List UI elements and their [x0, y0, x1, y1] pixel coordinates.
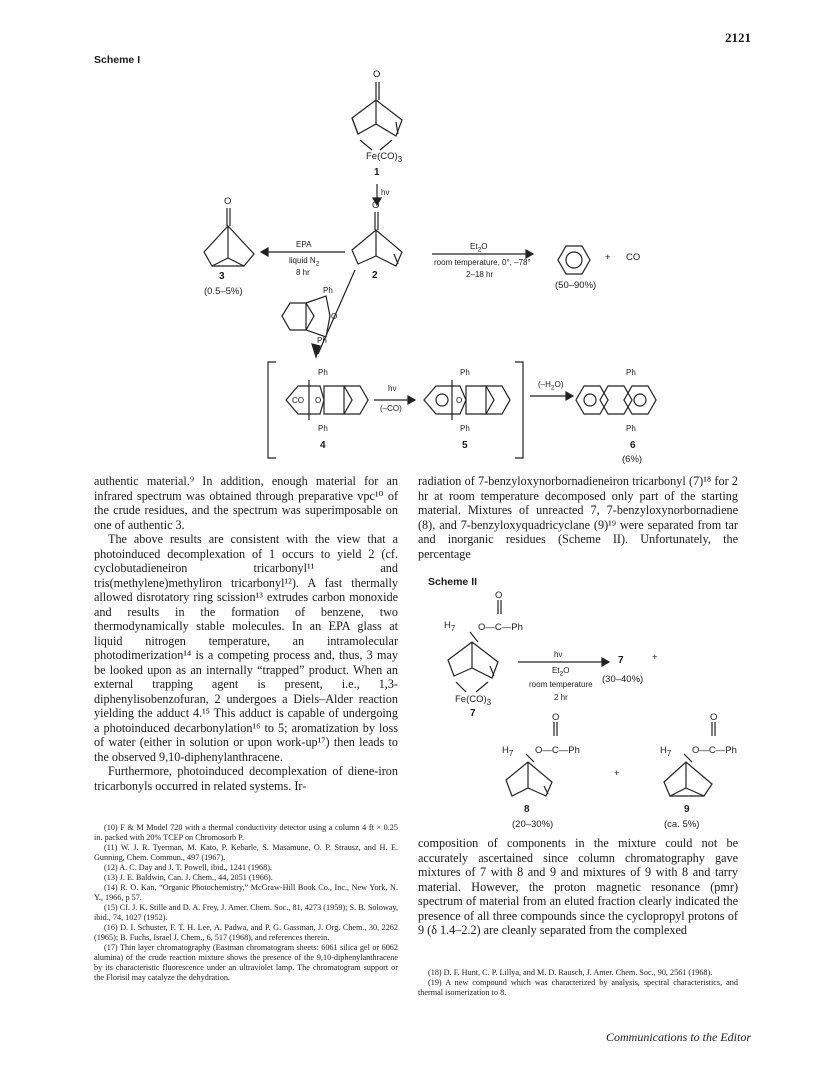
c9-oxygen: O — [710, 712, 718, 723]
plus-sign-2: + — [614, 768, 620, 779]
arrow45-co: (–CO) — [380, 404, 402, 413]
product-7-yield: (30–40%) — [602, 674, 644, 685]
co-label: CO — [626, 252, 641, 263]
et2o-time-label: 2–18 hr — [466, 270, 494, 279]
c4-ph-bottom: Ph — [318, 424, 328, 433]
compound-9-structure — [664, 754, 712, 796]
benzene-yield: (50–90%) — [555, 280, 597, 291]
footnote-10: (10) F & M Model 720 with a thermal conductivity detector using a column 4 ft × 0.25 in. packed with 20% TCEP on Chromosorb P. — [94, 823, 398, 842]
arrow56-label: $(-H_2O)$ — [538, 380, 564, 392]
room-temp-label: room temperature, 0°, –78° — [434, 258, 531, 267]
c5-ph-bottom: Ph — [460, 424, 470, 433]
scheme-2-label: Scheme II — [428, 576, 478, 588]
iso-ph-bottom: Ph — [317, 336, 327, 345]
c9-number: 9 — [684, 804, 690, 815]
c5-number: 5 — [462, 440, 468, 451]
c4-oxygen: O — [315, 396, 322, 405]
iso-ph-top: Ph — [323, 286, 333, 295]
page-number: 2121 — [725, 30, 751, 45]
c2-oxygen: O — [372, 200, 380, 211]
c4-ph-top: Ph — [318, 368, 328, 377]
right-paragraph-1: radiation of 7-benzyloxynorbornadieneiron tricarbonyl (7)¹⁸ for 2 hr at room temperature decomposed only part of the starting material. Mixtures of unreacted 7, 7-benzyloxynorbornadiene (8), and 7-benzyloxyquadricyclane (9)¹⁹ were separated from tar and inorganic residues (Scheme II). Unfortunately, the percentage — [418, 474, 738, 561]
epa-time-label: 8 hr — [296, 268, 310, 277]
compound-7-structure — [448, 632, 498, 692]
c7-oxygen: O — [495, 590, 503, 601]
liquid-n2-label: liquid $N_2$ — [289, 256, 320, 268]
compound-3-structure — [204, 208, 254, 266]
c6-ph-bottom: Ph — [626, 424, 636, 433]
footnote-16: (16) D. I. Schuster, F. T. H. Lee, A. Padwa, and P. G. Gassman, J. Org. Chem., 30, 2262 (1965); B. Fuchs, Israel J. Chem., 6, 517 (1968), and references therein. — [94, 923, 398, 942]
c9-h7: $H_7$ — [660, 745, 672, 758]
scheme-2-graphic — [0, 590, 831, 840]
footnote-18: (18) D. F. Hunt, C. P. Lillya, and M. D. Rausch, J. Amer. Chem. Soc., 90, 2561 (1968). — [428, 968, 713, 977]
c8-number: 8 — [524, 804, 530, 815]
right-column-top — [418, 474, 738, 561]
paragraph-3: Furthermore, photoinduced decomplexation of diene-iron tricarbonyls occurred in related systems. Ir- — [94, 764, 398, 793]
c3-number: 3 — [219, 271, 225, 282]
right-footnotes — [418, 968, 738, 998]
c8-yield: (20–30%) — [512, 819, 554, 830]
footnote-12: (12) A. C. Day and J. T. Powell, ibid., 1241 (1968). — [104, 863, 272, 872]
compound-6-structure — [576, 386, 656, 414]
c9-yield: (ca. 5%) — [664, 819, 700, 830]
footnote-14: (14) R. O. Kan, “Organic Photochemistry,” McGraw-Hill Book Co., Inc., New York, N. Y., 1966, p 57. — [94, 883, 398, 902]
paragraph-2: The above results are consistent with the view that a photoinduced decomplexation of 1 occurs to yield 2 (cf. cyclobutadieneiron tricarbonyl¹¹ and tris(methylene)methyliron tricarbonyl¹²). A fast thermally allowed disrotatory ring scission¹³ extrudes carbon monoxide and results in the formation of benzene, two thermodynamically stable molecules. In an EPA glass at liquid nitrogen temperature, an intramolecular photodimerization¹⁴ is a competing process and, thus, 3 may be looked upon as an internally “trapped” product. When an external trapping agent is present, i.e., 1,3-diphenylisobenzofuran, 2 undergoes a Diels–Alder reaction yielding the adduct 4.¹⁵ This adduct is capable of undergoing a photoinduced decarbonylation¹⁶ to 5; aromatization by loss of water (either in solution or upon work-up¹⁷) then leads to the observed 9,10-diphenylanthracene. — [94, 532, 398, 764]
c3-oxygen: O — [224, 196, 232, 207]
c7-number: 7 — [470, 708, 476, 719]
c8-ester: O—C—Ph — [535, 745, 580, 756]
c6-ph-top: Ph — [626, 368, 636, 377]
c5-oxygen: O — [456, 396, 463, 405]
c2-number: 2 — [372, 270, 378, 281]
c7-fe: $Fe(CO)_3$ — [455, 694, 492, 707]
c7-h7: $H_7$ — [444, 620, 456, 633]
scheme2-arrow-et2o: $Et_2O$ — [552, 666, 570, 678]
compound-8-structure — [506, 754, 552, 796]
c6-number: 6 — [630, 440, 636, 451]
right-paragraph-2: composition of components in the mixture could not be accurately ascertained since column chromatography gave mixtures of 7 with 8 and 9 and mixtures of 9 with 8 and tarry material. However, the proton magnetic resonance (pmr) spectrum of material from an eluted fraction clearly indicated the presence of all three compounds since the cyclopropyl protons of 9 (δ 1.4–2.2) are cleanly separated from the complexed — [418, 836, 738, 937]
footnote-17: (17) Thin layer chromatography (Eastman chromatogram sheets: 6061 silica gel or 6062 alumina) of the crude reaction mixture shows the presence of the 9,10-diphenylanthracene by its characteristic fluorescence under an ultraviolet lamp. The chromatogram support or the Florisil may catalyze the dehydration. — [94, 943, 398, 982]
paragraph-1: authentic material.⁹ In addition, enough material for an infrared spectrum was obtained through preparative vpc¹⁰ of the crude residues, and the spectrum was superimposable on one of authentic 3. — [94, 474, 398, 532]
footnote-15: (15) Cf. J. K. Stille and D. A. Frey, J. Amer. Chem. Soc., 81, 4273 (1959); S. B. Soloway, ibid., 74, 1027 (1952). — [94, 903, 398, 922]
c3-yield: (0.5–5%) — [204, 286, 243, 297]
c4-co: CO — [292, 396, 304, 405]
c4-number: 4 — [320, 440, 326, 451]
compound-5-structure — [424, 380, 510, 420]
footnote-11: (11) W. J. R. Tyerman, M. Kato, P. Kebarle, S. Masamune, O. P. Strausz, and H. E. Gunning, Chem. Commun., 497 (1967). — [94, 843, 398, 862]
footnote-19: (19) A new compound which was characterized by analysis, spectral characteristics, and thermal isomerization to 8. — [418, 978, 738, 997]
plus-co: + — [605, 252, 611, 263]
c8-oxygen: O — [552, 712, 560, 723]
footnote-13: (13) J. E. Baldwin, Can. J. Chem., 44, 2051 (1966). — [104, 873, 273, 882]
c6-yield: (6%) — [622, 454, 643, 465]
epa-label: EPA — [296, 240, 312, 249]
right-column-bottom — [418, 836, 738, 938]
c1-fe-label: $Fe(CO)_3$ — [366, 151, 403, 164]
scheme2-arrow-hv: hν — [554, 650, 563, 659]
scheme2-arrow-rt: room temperature — [529, 680, 593, 689]
scheme-1-graphic — [0, 0, 831, 470]
c5-ph-top: Ph — [460, 368, 470, 377]
c1-oxygen: O — [373, 69, 381, 80]
c9-ester: O—C—Ph — [692, 745, 737, 756]
arrow45-hv: hν — [388, 384, 397, 393]
c1-number: 1 — [374, 167, 380, 178]
et2o-label: $Et_2O$ — [470, 242, 488, 254]
isobenzofuran-structure — [282, 296, 330, 337]
compound-2-structure — [352, 212, 402, 266]
hv-label-1: hν — [381, 188, 390, 197]
scheme-1-label: Scheme I — [94, 54, 141, 66]
c7-ester: O—C—Ph — [478, 622, 523, 633]
iso-oxygen: O — [331, 312, 338, 321]
compound-1-structure — [352, 82, 402, 150]
journal-footer: Communications to the Editor — [606, 1030, 751, 1044]
left-footnotes — [94, 823, 398, 983]
scheme2-arrow-time: 2 hr — [554, 693, 568, 702]
benzene-ring — [558, 246, 590, 274]
product-7-number: 7 — [618, 655, 624, 666]
plus-sign-1: + — [652, 652, 658, 663]
c8-h7: $H_7$ — [502, 745, 514, 758]
